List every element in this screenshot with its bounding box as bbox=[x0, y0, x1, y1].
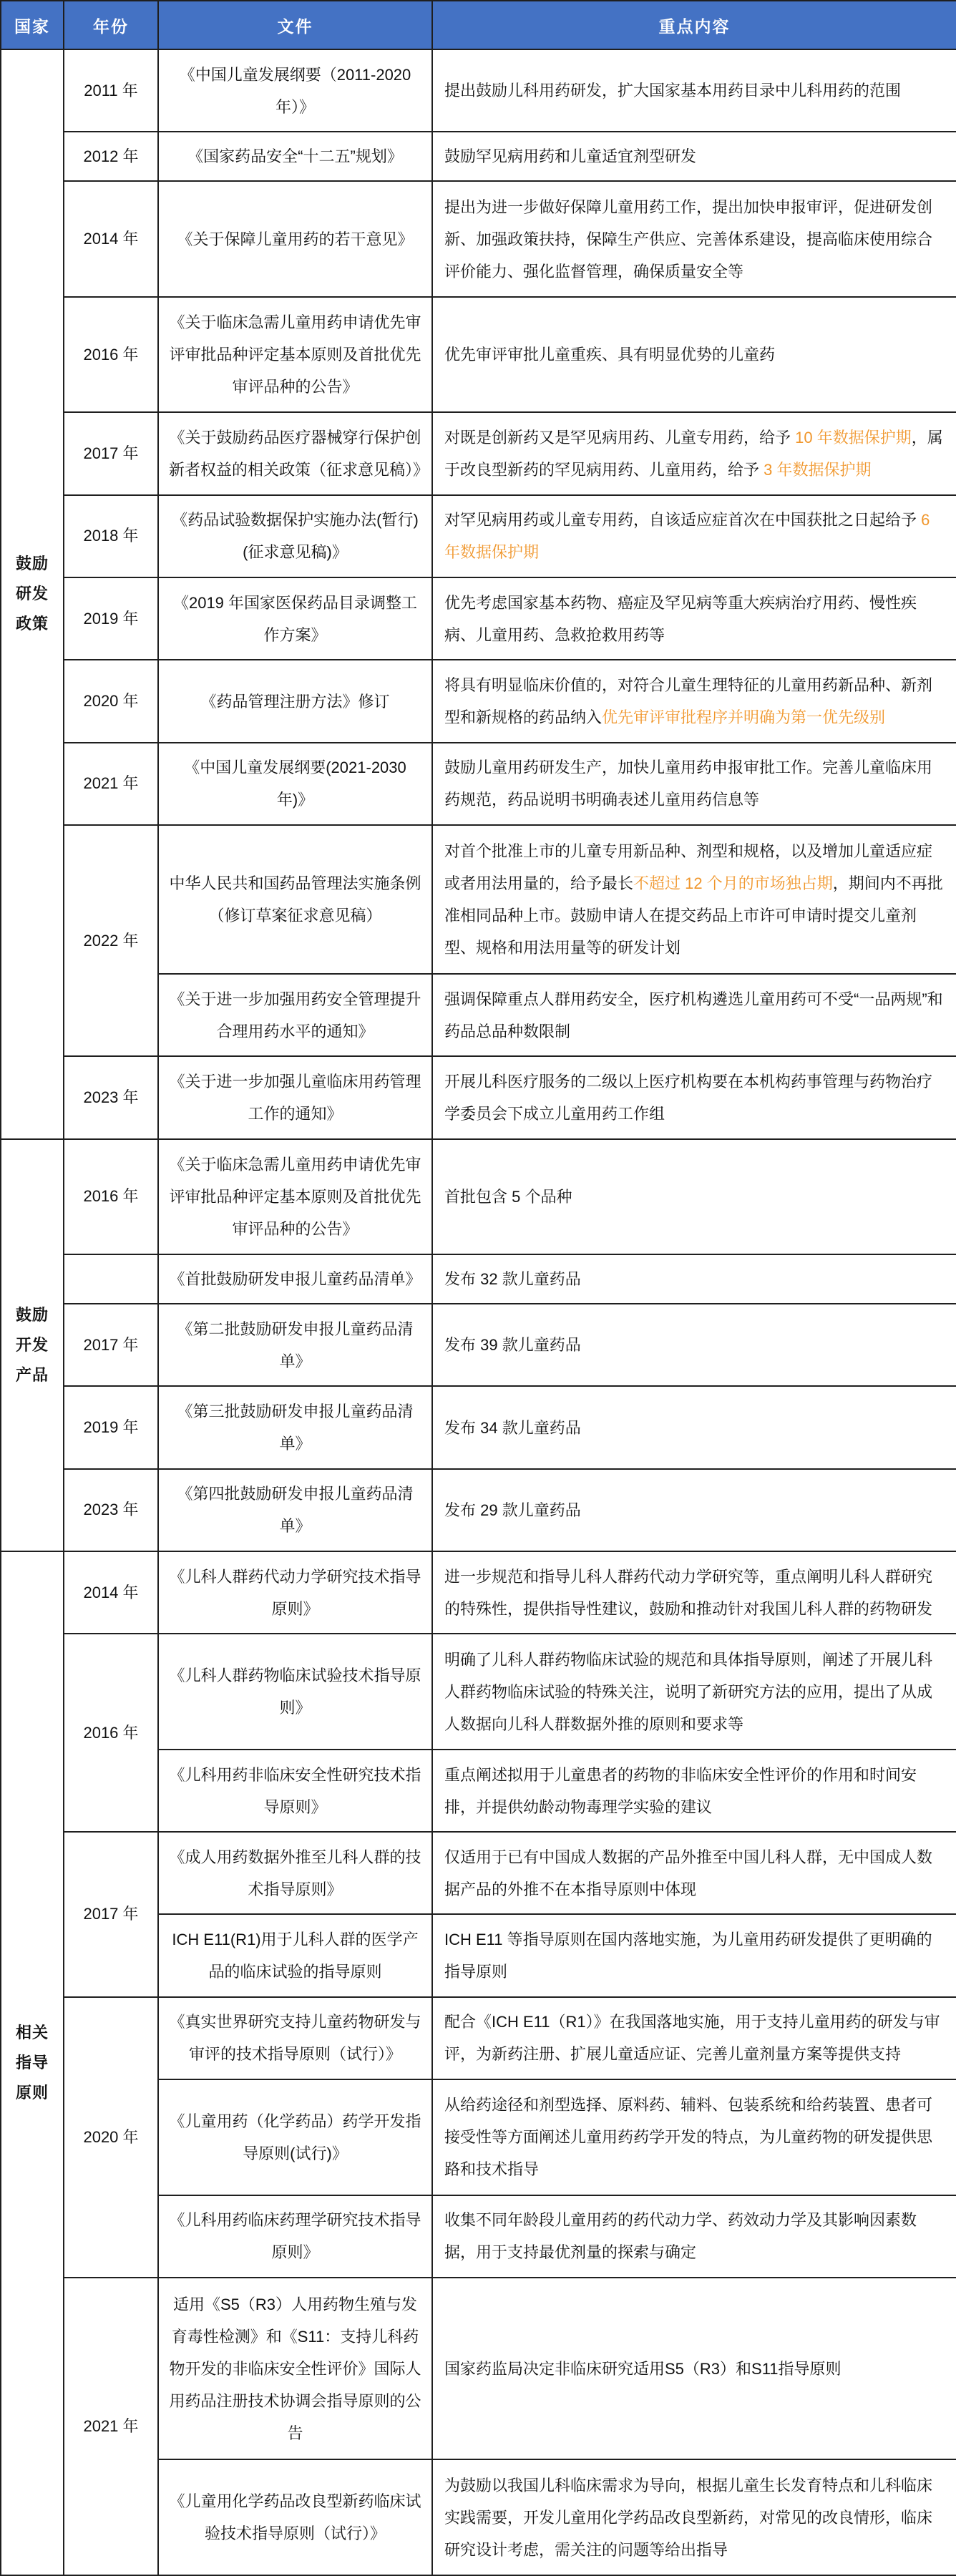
document-cell: 《国家药品安全“十二五”规划》 bbox=[158, 132, 432, 181]
document-cell: 《药品试验数据保护实施办法(暂行)(征求意见稿)》 bbox=[158, 495, 432, 577]
table-row bbox=[1, 2278, 956, 2459]
content-cell bbox=[432, 577, 956, 660]
content-text: 发布 32 款儿童药品 bbox=[444, 1270, 581, 1289]
content-text: 配合《ICH E11（R1）》在我国落地实施，用于支持儿童用药的研发与审评，为新药注册、扩展儿童适应证、完善儿童剂量方案等提供支持 bbox=[444, 2013, 940, 2064]
document-cell: 《儿童用药（化学药品）药学开发指导原则(试行)》 bbox=[158, 2079, 432, 2195]
year-cell: 2017 年 bbox=[64, 412, 158, 494]
document-cell: 中华人民共和国药品管理法实施条例（修订草案征求意见稿） bbox=[158, 825, 432, 974]
table-row bbox=[1, 412, 956, 494]
document-cell: 《关于进一步加强用药安全管理提升合理用药水平的通知》 bbox=[158, 974, 432, 1056]
document-cell: 《关于临床急需儿童用药申请优先审评审批品种评定基本原则及首批优先审评品种的公告》 bbox=[158, 1139, 432, 1255]
section-label-0: 鼓励研发政策 bbox=[1, 49, 64, 1139]
content-cell bbox=[432, 2459, 956, 2575]
content-cell bbox=[432, 1254, 956, 1304]
document-cell: 《关于进一步加强儿童临床用药管理工作的通知》 bbox=[158, 1056, 432, 1138]
document-cell: ICH E11(R1)用于儿科人群的医学产品的临床试验的指导原则 bbox=[158, 1914, 432, 1996]
content-cell bbox=[432, 1750, 956, 1832]
content-cell bbox=[432, 2195, 956, 2278]
table-row bbox=[1, 1634, 956, 1750]
highlighted-text: 不超过 12 个月的市场独占期 bbox=[633, 874, 833, 892]
table-row bbox=[1, 1832, 956, 1914]
year-cell: 2019 年 bbox=[64, 1386, 158, 1468]
highlighted-text: 10 年数据保护期 bbox=[795, 429, 912, 447]
document-cell: 《儿童用化学药品改良型新药临床试验技术指导原则（试行）》 bbox=[158, 2459, 432, 2575]
content-text: 开展儿科医疗服务的二级以上医疗机构要在本机构药事管理与药物治疗学委员会下成立儿童用药工作组 bbox=[444, 1072, 933, 1123]
content-text: 对首个批准上市的儿童专用新品种、剂型和规格，以及增加儿童适应症或者用法用量的，给予最长 bbox=[444, 841, 933, 892]
content-text: 重点阐述拟用于儿童患者的药物的非临床安全性评价的作用和时间安排，并提供幼龄动物毒理学实验的建议 bbox=[444, 1765, 917, 1816]
header-row bbox=[1, 1, 956, 49]
document-cell: 《中国儿童发展纲要(2021-2030 年)》 bbox=[158, 743, 432, 825]
document-cell: 《儿科人群药物临床试验技术指导原则》 bbox=[158, 1634, 432, 1750]
content-cell bbox=[432, 495, 956, 577]
content-cell bbox=[432, 1832, 956, 1914]
content-cell bbox=[432, 974, 956, 1056]
table-row bbox=[1, 1469, 956, 1551]
highlighted-text: 3 年数据保护期 bbox=[764, 461, 872, 479]
content-text: 优先审评审批儿童重疾、具有明显优势的儿童药 bbox=[444, 346, 776, 364]
content-text: 进一步规范和指导儿科人群药代动力学研究等，重点阐明儿科人群研究的特殊性，提供指导性建议，鼓励和推动针对我国儿科人群的药物研发 bbox=[444, 1567, 933, 1618]
content-text: 明确了儿科人群药物临床试验的规范和具体指导原则，阐述了开展儿科人群药物临床试验的特殊关注，说明了新研究方法的应用，提出了从成人数据向儿科人群数据外推的原则和要求等 bbox=[444, 1650, 933, 1733]
document-cell: 《第三批鼓励研发申报儿童药品清单》 bbox=[158, 1386, 432, 1468]
table-row bbox=[1, 1386, 956, 1468]
content-cell bbox=[432, 1551, 956, 1634]
table-row bbox=[1, 1056, 956, 1138]
content-text: 发布 39 款儿童药品 bbox=[444, 1336, 581, 1355]
year-cell: 2017 年 bbox=[64, 1832, 158, 1997]
document-cell: 《儿科用药非临床安全性研究技术指导原则》 bbox=[158, 1750, 432, 1832]
document-cell: 《关于鼓励药品医疗器械穿行保护创新者权益的相关政策（征求意见稿）》 bbox=[158, 412, 432, 494]
document-cell: 《真实世界研究支持儿童药物研发与审评的技术指导原则（试行）》 bbox=[158, 1997, 432, 2079]
content-text: ，期间内不再批准相同品种上市。鼓励申请人在提交药品上市许可申请时提交儿童剂型、规格和用法用量等的研发计划 bbox=[444, 874, 943, 957]
table-header bbox=[1, 1, 956, 49]
document-cell: 《2019 年国家医保药品目录调整工作方案》 bbox=[158, 577, 432, 660]
year-cell: 2012 年 bbox=[64, 132, 158, 181]
table-row bbox=[1, 1551, 956, 1634]
content-cell bbox=[432, 1469, 956, 1551]
document-cell: 《第二批鼓励研发申报儿童药品清单》 bbox=[158, 1304, 432, 1386]
content-cell bbox=[432, 1304, 956, 1386]
year-cell: 2023 年 bbox=[64, 1056, 158, 1138]
content-text: 从给药途径和剂型选择、原料药、辅料、包装系统和给药装置、患者可接受性等方面阐述儿童用药药学开发的特点，为儿童药物的研发提供思路和技术指导 bbox=[444, 2096, 933, 2179]
content-text: 对罕见病用药或儿童专用药，自该适应症首次在中国获批之日起给予 bbox=[444, 511, 922, 530]
year-cell: 2011 年 bbox=[64, 49, 158, 132]
year-cell: 2020 年 bbox=[64, 1997, 158, 2278]
section-label-2: 相关指导原则 bbox=[1, 1551, 64, 2575]
content-cell bbox=[432, 49, 956, 132]
table-row bbox=[1, 297, 956, 413]
content-cell bbox=[432, 2278, 956, 2459]
document-cell: 《首批鼓励研发申报儿童药品清单》 bbox=[158, 1254, 432, 1304]
content-text: 鼓励儿童用药研发生产，加快儿童用药申报审批工作。完善儿童临床用药规范，药品说明书明确表述儿童用药信息等 bbox=[444, 758, 933, 809]
document-cell: 《成人用药数据外推至儿科人群的技术指导原则》 bbox=[158, 1832, 432, 1914]
content-text: 提出为进一步做好保障儿童用药工作，提出加快申报审评，促进研发创新、加强政策扶持，保障生产供应、完善体系建设，提高临床使用综合评价能力、强化监督管理，确保质量安全等 bbox=[444, 197, 933, 280]
table-row bbox=[1, 577, 956, 660]
content-cell bbox=[432, 1914, 956, 1996]
header-document: 文件 bbox=[158, 1, 432, 49]
document-cell: 《关于临床急需儿童用药申请优先审评审批品种评定基本原则及首批优先审评品种的公告》 bbox=[158, 297, 432, 413]
year-cell: 2023 年 bbox=[64, 1469, 158, 1551]
document-cell: 《药品管理注册方法》修订 bbox=[158, 660, 432, 742]
table-row bbox=[1, 825, 956, 974]
highlighted-text: 6 年数据保护期 bbox=[444, 511, 930, 562]
content-text: 发布 34 款儿童药品 bbox=[444, 1418, 581, 1437]
content-text: 国家药监局决定非临床研究适用S5（R3）和S11指导原则 bbox=[444, 2359, 842, 2378]
content-text: 提出鼓励儿科用药研发，扩大国家基本用药目录中儿科用药的范围 bbox=[444, 82, 902, 100]
highlighted-text: 优先审评审批程序并明确为第一优先级别 bbox=[602, 708, 886, 727]
content-text: 首批包含 5 个品种 bbox=[444, 1187, 572, 1206]
year-cell: 2016 年 bbox=[64, 297, 158, 413]
content-text: 收集不同年龄段儿童用药的药代动力学、药效动力学及其影响因素数据，用于支持最优剂量的探索与确定 bbox=[444, 2211, 917, 2262]
content-cell bbox=[432, 1634, 956, 1750]
header-year: 年份 bbox=[64, 1, 158, 49]
document-cell: 《儿科用药临床药理学研究技术指导原则》 bbox=[158, 2195, 432, 2278]
year-cell: 2016 年 bbox=[64, 1139, 158, 1255]
content-cell bbox=[432, 297, 956, 413]
content-cell bbox=[432, 1997, 956, 2079]
year-cell bbox=[64, 1254, 158, 1304]
section-label-1: 鼓励开发产品 bbox=[1, 1139, 64, 1551]
content-cell bbox=[432, 412, 956, 494]
document-cell: 《第四批鼓励研发申报儿童药品清单》 bbox=[158, 1469, 432, 1551]
content-text: ICH E11 等指导原则在国内落地实施，为儿童用药研发提供了更明确的指导原则 bbox=[444, 1931, 932, 1981]
document-cell: 《中国儿童发展纲要（2011-2020 年）》 bbox=[158, 49, 432, 132]
header-country: 国家 bbox=[1, 1, 64, 49]
content-cell bbox=[432, 743, 956, 825]
content-cell bbox=[432, 825, 956, 974]
year-cell: 2017 年 bbox=[64, 1304, 158, 1386]
year-cell: 2021 年 bbox=[64, 2278, 158, 2575]
content-cell bbox=[432, 1139, 956, 1255]
year-cell: 2019 年 bbox=[64, 577, 158, 660]
table-row bbox=[1, 1139, 956, 1255]
table-row bbox=[1, 660, 956, 742]
content-cell bbox=[432, 2079, 956, 2195]
content-text: 对既是创新药又是罕见病用药、儿童专用药，给予 bbox=[444, 429, 796, 447]
content-cell bbox=[432, 1056, 956, 1138]
year-cell: 2021 年 bbox=[64, 743, 158, 825]
table-row bbox=[1, 1304, 956, 1386]
document-cell: 适用《S5（R3）人用药物生殖与发育毒性检测》和《S11：支持儿科药物开发的非临床安全性评价》国际人用药品注册技术协调会指导原则的公告 bbox=[158, 2278, 432, 2459]
document-cell: 《儿科人群药代动力学研究技术指导原则》 bbox=[158, 1551, 432, 1634]
year-cell: 2016 年 bbox=[64, 1634, 158, 1832]
table-row bbox=[1, 1997, 956, 2079]
year-cell: 2020 年 bbox=[64, 660, 158, 742]
content-text: 将具有明显临床价值的，对符合儿童生理特征的儿童用药新品种、新剂型和新规格的药品纳入 bbox=[444, 676, 933, 727]
content-text: 仅适用于已有中国成人数据的产品外推至中国儿科人群，无中国成人数据产品的外推不在本指导原则中体现 bbox=[444, 1848, 933, 1898]
year-cell: 2018 年 bbox=[64, 495, 158, 577]
table-body bbox=[1, 49, 956, 2575]
table-row bbox=[1, 1254, 956, 1304]
year-cell: 2022 年 bbox=[64, 825, 158, 1056]
content-cell bbox=[432, 660, 956, 742]
table-row bbox=[1, 743, 956, 825]
content-text: 强调保障重点人群用药安全，医疗机构遴选儿童用药可不受“一品两规”和药品总品种数限制 bbox=[444, 990, 943, 1040]
content-text: 为鼓励以我国儿科临床需求为导向，根据儿童生长发育特点和儿科临床实践需要，开发儿童用化学药品改良型新药，对常见的改良情形，临床研究设计考虑，需关注的问题等给出指导 bbox=[444, 2476, 933, 2559]
table-row bbox=[1, 181, 956, 297]
year-cell: 2014 年 bbox=[64, 181, 158, 297]
content-cell bbox=[432, 181, 956, 297]
table-row bbox=[1, 495, 956, 577]
document-cell: 《关于保障儿童用药的若干意见》 bbox=[158, 181, 432, 297]
content-text: ，属于改良型新药的罕见病用药、儿童用药，给予 bbox=[444, 429, 943, 479]
content-text: 发布 29 款儿童药品 bbox=[444, 1501, 581, 1519]
header-content: 重点内容 bbox=[432, 1, 956, 49]
year-cell: 2014 年 bbox=[64, 1551, 158, 1634]
content-cell bbox=[432, 1386, 956, 1468]
table-row bbox=[1, 49, 956, 132]
content-text: 优先考虑国家基本药物、癌症及罕见病等重大疾病治疗用药、慢性疾病、儿童用药、急救抢救用药等 bbox=[444, 593, 917, 644]
content-text: 鼓励罕见病用药和儿童适宜剂型研发 bbox=[444, 147, 697, 166]
table-row bbox=[1, 132, 956, 181]
content-cell bbox=[432, 132, 956, 181]
